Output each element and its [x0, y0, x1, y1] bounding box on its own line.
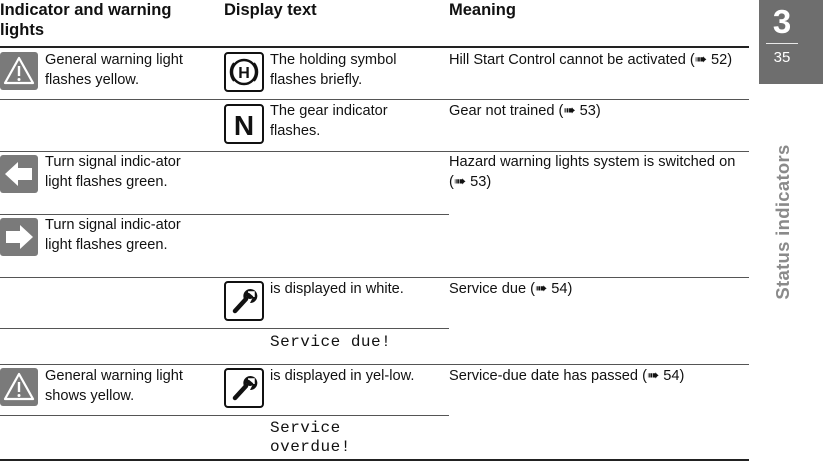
meaning-text: Hill Start Control cannot be activated (➠ 52)	[449, 52, 733, 68]
warning-triangle-icon	[0, 368, 38, 406]
row-divider	[0, 364, 749, 365]
chapter-number: 3	[772, 3, 792, 40]
row-divider	[0, 277, 749, 278]
turn-left-arrow-icon	[0, 155, 38, 193]
warning-triangle-icon	[0, 52, 38, 90]
display-text: is displayed in yel-low.	[270, 368, 415, 384]
meaning-text: Hazard warning lights system is switched on (➠ 53)	[449, 154, 736, 190]
meaning-text: Service due (➠ 54)	[449, 281, 573, 297]
indicator-text: Turn signal indic-ator light flashes green.	[45, 154, 181, 190]
section-title: Status indicators	[772, 144, 793, 300]
display-code-text: Service overdue!	[270, 419, 351, 456]
display-text: is displayed in white.	[270, 281, 404, 297]
row-divider	[0, 214, 449, 215]
chapter-tab-divider	[766, 43, 798, 44]
header-display-text: Display text	[224, 1, 317, 19]
gear-n-icon	[224, 104, 264, 144]
meaning-text: Gear not trained (➠ 53)	[449, 103, 601, 119]
indicator-text: Turn signal indic-ator light flashes green.	[45, 217, 181, 253]
header-rule	[0, 46, 749, 48]
table-bottom-rule	[0, 459, 749, 461]
display-text: The gear indicator flashes.	[270, 103, 388, 139]
page-number: 35	[773, 49, 791, 66]
meaning-text: Service-due date has passed (➠ 54)	[449, 368, 685, 384]
display-code-text: Service due!	[270, 333, 392, 351]
row-divider	[0, 151, 749, 152]
wrench-icon	[224, 281, 264, 321]
turn-right-arrow-icon	[0, 218, 38, 256]
svg-text:H: H	[238, 65, 250, 82]
wrench-icon	[224, 368, 264, 408]
row-divider	[0, 99, 749, 100]
header-meaning: Meaning	[449, 1, 516, 19]
indicator-text: General warning light shows yellow.	[45, 368, 183, 404]
holding-h-icon	[224, 52, 264, 92]
display-text: The holding symbol flashes briefly.	[270, 52, 397, 88]
svg-text:N: N	[233, 110, 255, 141]
row-divider	[0, 415, 449, 416]
row-divider	[0, 328, 449, 329]
indicator-text: General warning light flashes yellow.	[45, 52, 183, 88]
header-indicator: Indicator and warning lights	[0, 1, 172, 39]
